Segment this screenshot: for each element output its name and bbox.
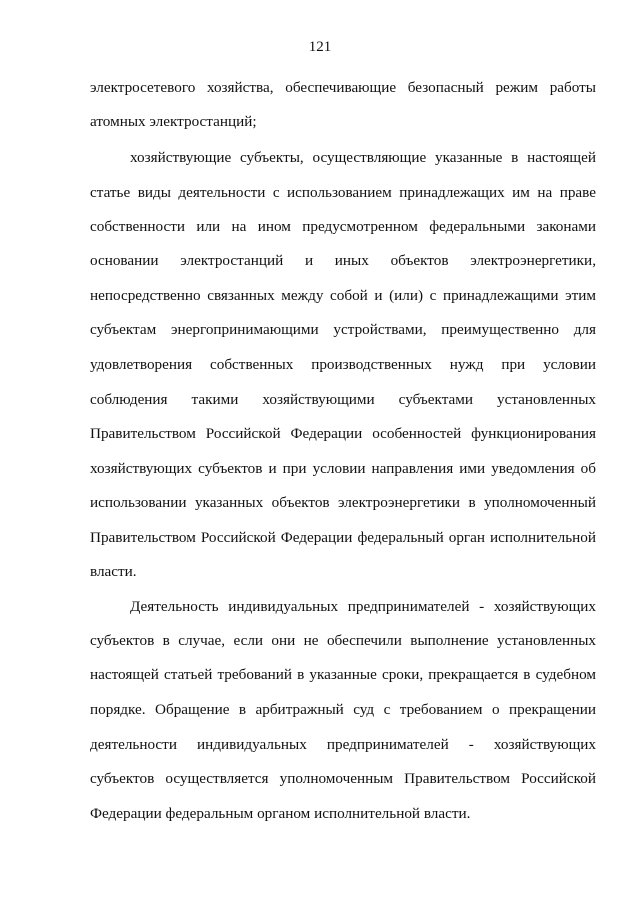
text-line: атомных электростанций;	[90, 113, 257, 130]
text-line: Деятельность индивидуальных предпринимателей - хозяйствующих	[130, 598, 596, 615]
text-line: субъектам энергопринимающими устройствами, преимущественно для	[90, 321, 596, 338]
text-line: основании электростанций и иных объектов электроэнергетики,	[90, 252, 596, 269]
text-line: порядке. Обращение в арбитражный суд с требованием о прекращении	[90, 701, 596, 718]
text-line: хозяйствующих субъектов и при условии направления ими уведомления об	[90, 460, 596, 477]
text-line: статье виды деятельности с использованием принадлежащих им на праве	[90, 184, 596, 201]
text-line: власти.	[90, 563, 137, 580]
text-line: использовании указанных объектов электроэнергетики в уполномоченный	[90, 494, 596, 511]
text-line: деятельности индивидуальных предпринимателей - хозяйствующих	[90, 736, 596, 753]
text-line: собственности или на ином предусмотренном федеральными законами	[90, 218, 596, 235]
text-line: Правительством Российской Федерации федеральный орган исполнительной	[90, 529, 596, 546]
text-line: удовлетворения собственных производственных нужд при условии	[90, 356, 596, 373]
page-number: 121	[308, 39, 332, 55]
text-line: субъектов в случае, если они не обеспечили выполнение установленных	[90, 632, 596, 649]
text-line: хозяйствующие субъекты, осуществляющие указанные в настоящей	[130, 149, 596, 166]
text-line: субъектов осуществляется уполномоченным Правительством Российской	[90, 770, 596, 787]
text-line: настоящей статьей требований в указанные сроки, прекращается в судебном	[90, 666, 596, 683]
text-line: Правительством Российской Федерации особенностей функционирования	[90, 425, 596, 442]
text-line: Федерации федеральным органом исполнительной власти.	[90, 805, 471, 822]
text-line: электросетевого хозяйства, обеспечивающие безопасный режим работы	[90, 79, 596, 96]
text-line: непосредственно связанных между собой и (или) с принадлежащими этим	[90, 287, 596, 304]
text-line: соблюдения такими хозяйствующими субъектами установленных	[90, 391, 596, 408]
